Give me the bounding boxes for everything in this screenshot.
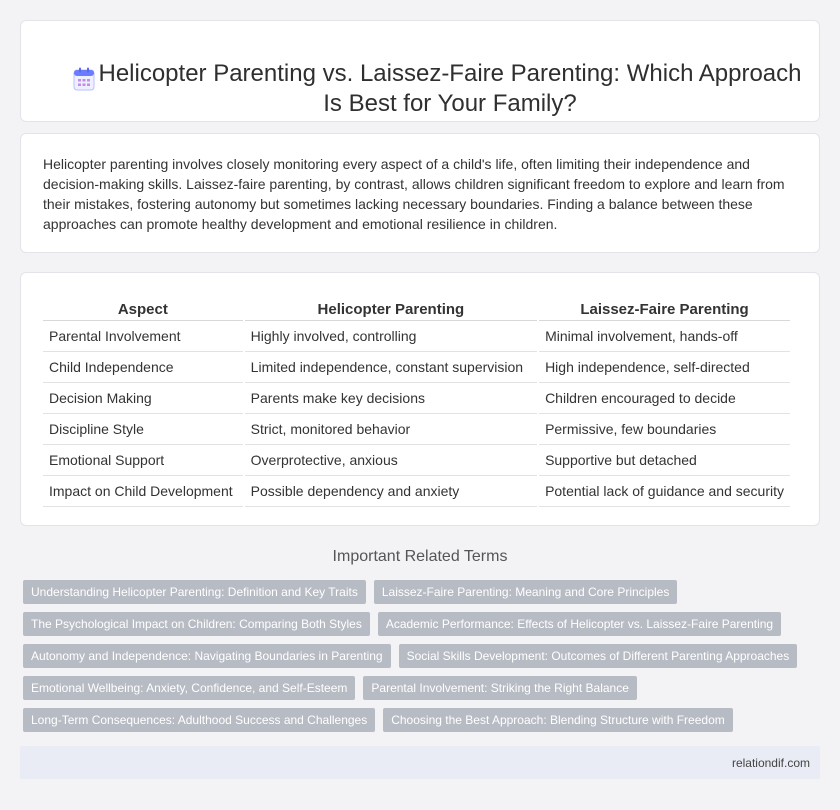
related-term-tag[interactable]: The Psychological Impact on Children: Comparing Both Styles [23, 612, 370, 636]
table-cell: Parental Involvement [43, 321, 243, 352]
page-title: Helicopter Parenting vs. Laissez-Faire Parenting: Which Approach Is Best for Your Family? [98, 60, 802, 117]
table-row [43, 445, 790, 476]
table-cell: Child Independence [43, 352, 243, 383]
table-row [43, 321, 790, 352]
related-term-tag[interactable]: Laissez-Faire Parenting: Meaning and Core Principles [374, 580, 677, 604]
table-header-row [43, 295, 790, 321]
related-term-tag[interactable]: Academic Performance: Effects of Helicopter vs. Laissez-Faire Parenting [378, 612, 781, 636]
table-cell: Potential lack of guidance and security [539, 476, 790, 507]
intro-paragraph: Helicopter parenting involves closely monitoring every aspect of a child's life, often limiting their independence and decision-making skills. Laissez-faire parenting, by contrast, allows children significant freedom to explore and learn from their mistakes, fostering autonomy but sometimes lacking necessary boundaries. Finding a balance between these approaches can promote healthy development and emotional resilience in children. [43, 156, 785, 232]
comparison-card [20, 272, 820, 526]
related-term-tag[interactable]: Emotional Wellbeing: Anxiety, Confidence, and Self-Esteem [23, 676, 355, 700]
table-row [43, 383, 790, 414]
table-cell: Emotional Support [43, 445, 243, 476]
related-term-tag[interactable]: Social Skills Development: Outcomes of Different Parenting Approaches [399, 644, 798, 668]
table-cell: Parents make key decisions [245, 383, 537, 414]
table-row [43, 414, 790, 445]
table-cell: Limited independence, constant supervision [245, 352, 537, 383]
column-header-laissez-faire: Laissez-Faire Parenting [539, 295, 790, 321]
table-cell: Supportive but detached [539, 445, 790, 476]
table-cell: Impact on Child Development [43, 476, 243, 507]
related-terms-title: Important Related Terms [332, 548, 508, 565]
table-cell: Possible dependency and anxiety [245, 476, 537, 507]
table-cell: Permissive, few boundaries [539, 414, 790, 445]
related-term-tag[interactable]: Autonomy and Independence: Navigating Boundaries in Parenting [23, 644, 391, 668]
table-row [43, 352, 790, 383]
comparison-table [41, 295, 792, 507]
intro-card [20, 133, 820, 253]
table-row [43, 476, 790, 507]
related-term-tag[interactable]: Understanding Helicopter Parenting: Definition and Key Traits [23, 580, 366, 604]
footer-brand[interactable]: relationdif.com [731, 756, 810, 770]
table-cell: Highly involved, controlling [245, 321, 537, 352]
related-term-tag[interactable]: Choosing the Best Approach: Blending Structure with Freedom [383, 708, 733, 732]
footer [20, 746, 820, 779]
table-cell: Discipline Style [43, 414, 243, 445]
column-header-aspect: Aspect [43, 295, 243, 321]
table-cell: Children encouraged to decide [539, 383, 790, 414]
related-term-tag[interactable]: Long-Term Consequences: Adulthood Success and Challenges [23, 708, 375, 732]
table-cell: High independence, self-directed [539, 352, 790, 383]
table-cell: Decision Making [43, 383, 243, 414]
related-term-tag[interactable]: Parental Involvement: Striking the Right Balance [363, 676, 636, 700]
header-card [20, 20, 820, 122]
column-header-helicopter: Helicopter Parenting [245, 295, 537, 321]
table-cell: Minimal involvement, hands-off [539, 321, 790, 352]
table-cell: Strict, monitored behavior [245, 414, 537, 445]
related-terms-list [23, 580, 803, 740]
table-cell: Overprotective, anxious [245, 445, 537, 476]
